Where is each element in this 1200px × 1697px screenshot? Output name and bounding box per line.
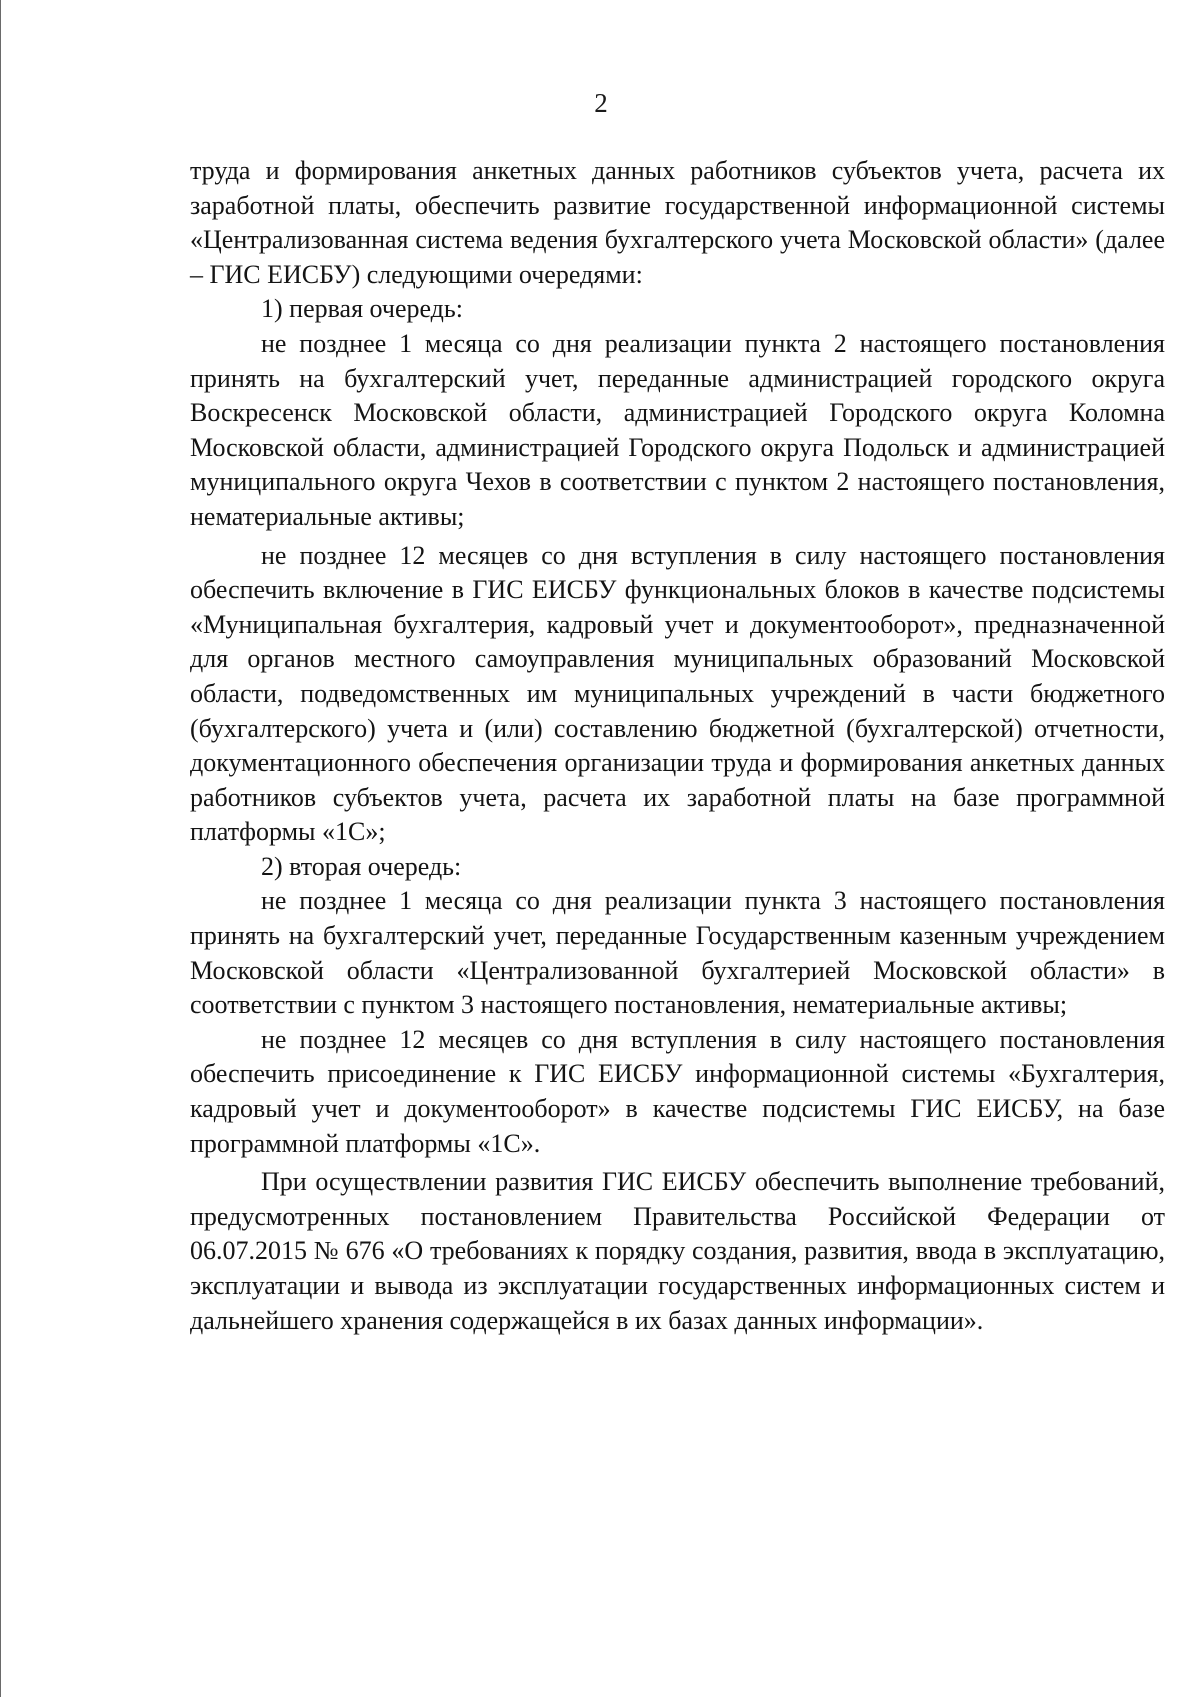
list-item-second-stage: 2) вторая очередь: — [261, 851, 462, 881]
list-item-first-stage: 1) первая очередь: — [261, 294, 463, 324]
paragraph-intro-continuation: труда и формирования анкетных данных работников субъектов учета, расчета их заработной платы, обеспечить развитие государственной информационной системы «Централизованная система ведения бухгалтерского учета Московской области» (далее – ГИС ЕИСБУ) следующими очередями: — [190, 156, 1165, 289]
paragraph-first-stage-assets: не позднее 1 месяца со дня реализации пункта 2 настоящего постановления принять на бухгалтерский учет, переданные администрацией городского округа Воскресенск Московской области, администрацией Городского округа Коломна Московской области, администрацией Городского округа Подольск и администрацией муниципального округа Чехов в соответствии с пунктом 2 настоящего постановления, нематериальные активы; — [190, 328, 1165, 531]
paragraph-second-stage-integration: не позднее 12 месяцев со дня вступления в силу настоящего постановления обеспечить присоединение к ГИС ЕИСБУ информационной системы «Бухгалтерия, кадровый учет и документооборот» в качестве подсистемы ГИС ЕИСБУ, на базе программной платформы «1С». — [190, 1024, 1165, 1158]
document-body — [190, 154, 1165, 1338]
paragraph-requirements: При осуществлении развития ГИС ЕИСБУ обеспечить выполнение требований, предусмотренных постановлением Правительства Российской Федерации от 06.07.2015 № 676 «О требованиях к порядку создания, развития, ввода в эксплуатацию, эксплуатации и вывода из эксплуатации государственных информационных систем и дальнейшего хранения содержащейся в их базах данных информации». — [190, 1167, 1165, 1335]
page-number: 2 — [594, 88, 608, 118]
paragraph-second-stage-assets: не позднее 1 месяца со дня реализации пункта 3 настоящего постановления принять на бухгалтерский учет, переданные Государственным казенным учреждением Московской области «Централизованной бухгалтерией Московской области» в соответствии с пунктом 3 настоящего постановления, нематериальные активы; — [190, 886, 1165, 1020]
paragraph-first-stage-subsystem: не позднее 12 месяцев со дня вступления в силу настоящего постановления обеспечить включение в ГИС ЕИСБУ функциональных блоков в качестве подсистемы «Муниципальная бухгалтерия, кадровый учет и документооборот», предназначенной для органов местного самоуправления муниципальных образований Московской области, подведомственных им муниципальных учреждений в части бюджетного (бухгалтерского) учета и (или) составлению бюджетной (бухгалтерской) отчетности, документационного обеспечения организации труда и формирования анкетных данных работников субъектов учета, расчета их заработной платы на базе программной платформы «1С»; — [190, 540, 1165, 847]
